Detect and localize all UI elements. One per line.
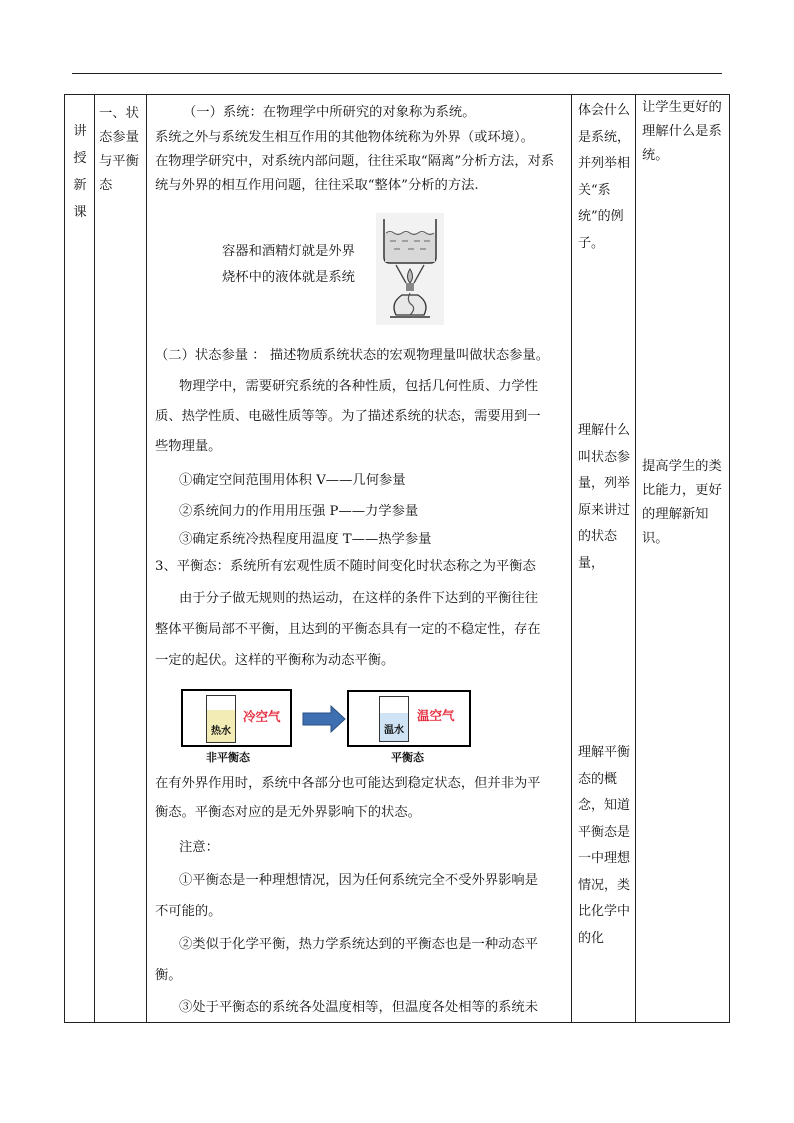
paragraph-dynamic-1: 由于分子做无规则的热运动，在这样的条件下达到的平衡往往 <box>179 591 539 606</box>
transition-arrow-icon <box>301 704 347 734</box>
paragraph-properties-3: 些物理量。 <box>155 439 222 454</box>
warm-water-cup <box>379 696 409 742</box>
paragraph-method-1: 在物理学研究中，对系统内部问题，往往采取“隔离”分析方法，对系 <box>155 154 555 169</box>
paragraph-environment: 系统之外与系统发生相互作用的其他物体统称为外界（或环境）。 <box>155 130 534 145</box>
section-label: 讲授新课 <box>73 124 87 220</box>
list-item-pressure: ②系统间力的作用用压强 P——力学参量 <box>179 504 419 519</box>
warm-water-label: 温水 <box>384 725 404 736</box>
cold-air-label: 冷空气 <box>243 709 281 724</box>
table-divider-1 <box>94 94 95 1023</box>
paragraph-dynamic-2: 整体平衡局部不平衡，且达到的平衡态具有一定的不稳定性，存在 <box>155 622 541 637</box>
student-activity-2: 理解什么叫状态参量，列举原来讲过的状态量， <box>578 423 631 571</box>
design-intent-2: 提高学生的类比能力，更好的理解新知识。 <box>642 459 722 546</box>
paragraph-properties-2: 质、热学性质、电磁性质等等。为了描述系统的状态，需要用到一 <box>155 409 541 424</box>
hot-water-label: 热水 <box>211 726 231 737</box>
student-activity-3: 理解平衡态的概念，知道平衡态是一中理想情况，类比化学中的化 <box>578 745 631 946</box>
paragraph-external-1: 在有外界作用时，系统中各部分也可能达到稳定状态，但并非为平 <box>155 776 541 791</box>
table-divider-3 <box>571 94 572 1023</box>
non-equilibrium-box <box>181 689 292 747</box>
main-content <box>153 0 563 1123</box>
note-2-line-2: 衡。 <box>155 968 182 983</box>
paragraph-equilibrium: 3、平衡态：系统所有宏观性质不随时间变化时状态称之为平衡态 <box>155 559 536 574</box>
note-3-line-1: ③处于平衡态的系统各处温度相等，但温度各处相等的系统未 <box>179 1000 539 1015</box>
equilibrium-box <box>347 690 471 747</box>
paragraph-external-2: 衡态。平衡态对应的是无外界影响下的状态。 <box>155 805 421 820</box>
topic-label: 一、状态参量与平衡态 <box>99 106 139 193</box>
note-1-line-1: ①平衡态是一种理想情况，因为任何系统完全不受外界影响是 <box>179 873 539 888</box>
hot-water-cup <box>206 695 236 743</box>
table-divider-4 <box>635 94 636 1023</box>
beaker-lamp-illustration <box>376 213 444 325</box>
paragraph-method-2: 统与外界的相互作用问题，往往采取“整体”分析的方法. <box>155 178 479 193</box>
student-activity-1: 体会什么是系统，并列举相关“系统”的例子。 <box>578 103 631 251</box>
paragraph-properties-1: 物理学中，需要研究系统的各种性质，包括几何性质、力学性 <box>179 379 539 394</box>
non-equilibrium-caption: 非平衡态 <box>206 751 250 764</box>
paragraph-system: （一）系统：在物理学中所研究的对象称为系统。 <box>183 105 476 120</box>
table-divider-2 <box>146 94 147 1023</box>
list-item-temperature: ③确定系统冷热程度用温度 T——热学参量 <box>179 532 432 547</box>
equilibrium-caption: 平衡态 <box>391 751 424 764</box>
note-heading: 注意： <box>179 840 219 855</box>
paragraph-dynamic-3: 一定的起伏。这样的平衡称为动态平衡。 <box>155 653 395 668</box>
list-item-volume: ①确定空间范围用体积 V——几何参量 <box>179 473 406 488</box>
note-2-line-1: ②类似于化学平衡，热力学系统达到的平衡态也是一种动态平 <box>179 937 539 952</box>
design-intent-1: 让学生更好的理解什么是系统。 <box>642 100 722 163</box>
paragraph-state-params: （二）状态参量 ： 描述物质系统状态的宏观物理量叫做状态参量。 <box>155 348 550 363</box>
figure-caption-environment: 容器和酒精灯就是外界 <box>222 244 355 259</box>
figure-caption-system: 烧杯中的液体就是系统 <box>222 270 355 285</box>
warm-air-label: 温空气 <box>417 708 455 723</box>
note-1-line-2: 不可能的。 <box>155 904 222 919</box>
